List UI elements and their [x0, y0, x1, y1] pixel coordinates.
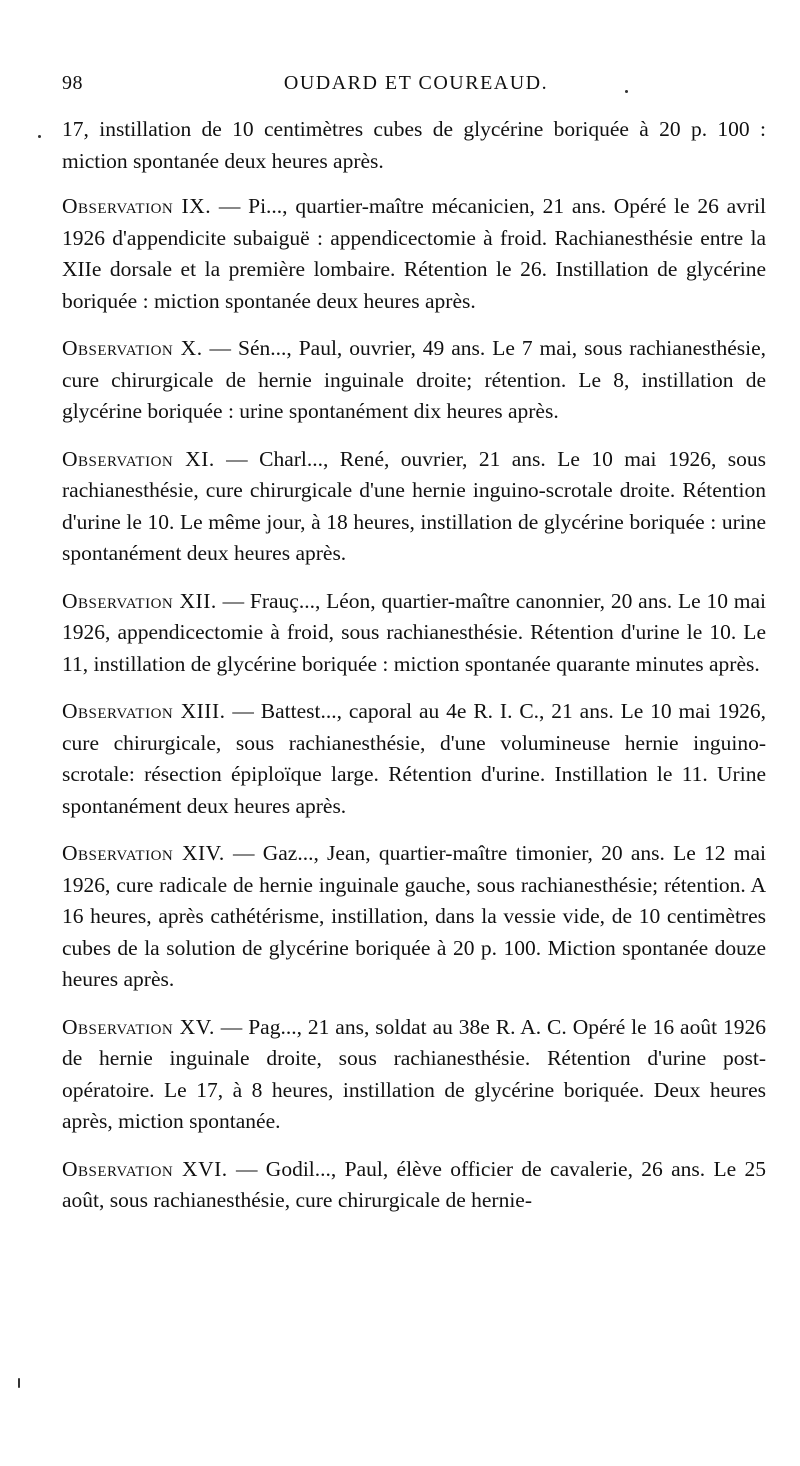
observation-text: — Battest..., caporal au 4e R. I. C., 21 ans. Le 10 mai 1926, cure chirurgicale, sous rachianesthésie, d'une volumineuse hernie inguino-scrotale: résection épiploïque large. Rétention d'urine. Instillation le 11. Urine spontanément deux heures après.	[62, 699, 766, 818]
observation-text: — Charl..., René, ouvrier, 21 ans. Le 10 mai 1926, sous rachianesthésie, cure chirurgicale d'une hernie inguino-scrotale droite. Rétention d'urine le 10. Le même jour, à 18 heures, instillation de glycérine boriquée : urine spontanément deux heures après.	[62, 446, 766, 565]
observation-label: Observation XV.	[62, 1014, 215, 1039]
observation-paragraph	[62, 696, 766, 822]
body-text	[62, 114, 766, 1233]
observation-label: Observation XVI.	[62, 1156, 228, 1181]
observation-label: Observation XIV.	[62, 841, 225, 865]
observation-text: — Pi..., quartier-maître mécanicien, 21 ans. Opéré le 26 avril 1926 d'appendicite subaiguë : appendicectomie à froid. Rachianesthésie entre la XIIe dorsale et la première lombaire. Rétention le 26. Instillation de glycérine boriquée : miction spontanée deux heures après.	[62, 194, 766, 313]
observation-paragraph	[62, 191, 766, 317]
observation-text: — Sén..., Paul, ouvrier, 49 ans. Le 7 mai, sous rachianesthésie, cure chirurgicale de hernie inguinale droite; rétention. Le 8, instillation de glycérine boriquée : urine spontanément dix heures après.	[62, 336, 767, 423]
ink-speck	[38, 135, 41, 138]
observation-paragraph	[62, 838, 766, 996]
ink-speck	[18, 1378, 20, 1388]
continuation-paragraph: 17, instillation de 10 centimètres cubes de glycérine boriquée à 20 p. 100 : miction spontanée deux heures après.	[62, 117, 766, 173]
observation-paragraph	[62, 1154, 766, 1217]
observation-paragraph	[62, 333, 766, 428]
observation-paragraph	[62, 586, 766, 681]
observation-label: Observation X.	[62, 336, 203, 360]
page-number: 98	[62, 72, 83, 94]
running-head: OUDARD ET COUREAUD.	[283, 72, 549, 94]
observation-label: Observation XIII.	[62, 699, 226, 723]
observation-paragraph	[62, 444, 766, 570]
observation-label: Observation XI.	[62, 446, 215, 471]
observation-label: Observation IX.	[62, 194, 212, 218]
page-header	[62, 72, 770, 102]
observation-text: — Pag..., 21 ans, soldat au 38e R. A. C. Opéré le 16 août 1926 de hernie inguinale droite, sous rachianesthésie. Rétention d'urine post-opératoire. Le 17, à 8 heures, instillation de glycérine boriquée. Deux heures après, miction spontanée.	[62, 1014, 766, 1133]
observation-text: — Gaz..., Jean, quartier-maître timonier, 20 ans. Le 12 mai 1926, cure radicale de hernie inguinale gauche, sous rachianesthésie; rétention. A 16 heures, après cathétérisme, instillation, dans la vessie vide, de 10 centimètres cubes de la solution de glycérine boriquée à 20 p. 100. Miction spontanée douze heures après.	[62, 841, 766, 991]
observation-text: — Godil..., Paul, élève officier de cavalerie, 26 ans. Le 25 août, sous rachianesthésie, cure chirurgicale de hernie-	[62, 1156, 766, 1212]
observation-paragraph	[62, 1012, 766, 1138]
observation-label: Observation XII.	[62, 588, 217, 613]
ink-speck	[625, 90, 628, 93]
observation-text: — Frauç..., Léon, quartier-maître canonnier, 20 ans. Le 10 mai 1926, appendicectomie à froid, sous rachianesthésie. Rétention d'urine le 10. Le 11, instillation de glycérine boriquée : miction spontanée quarante minutes après.	[62, 588, 767, 676]
